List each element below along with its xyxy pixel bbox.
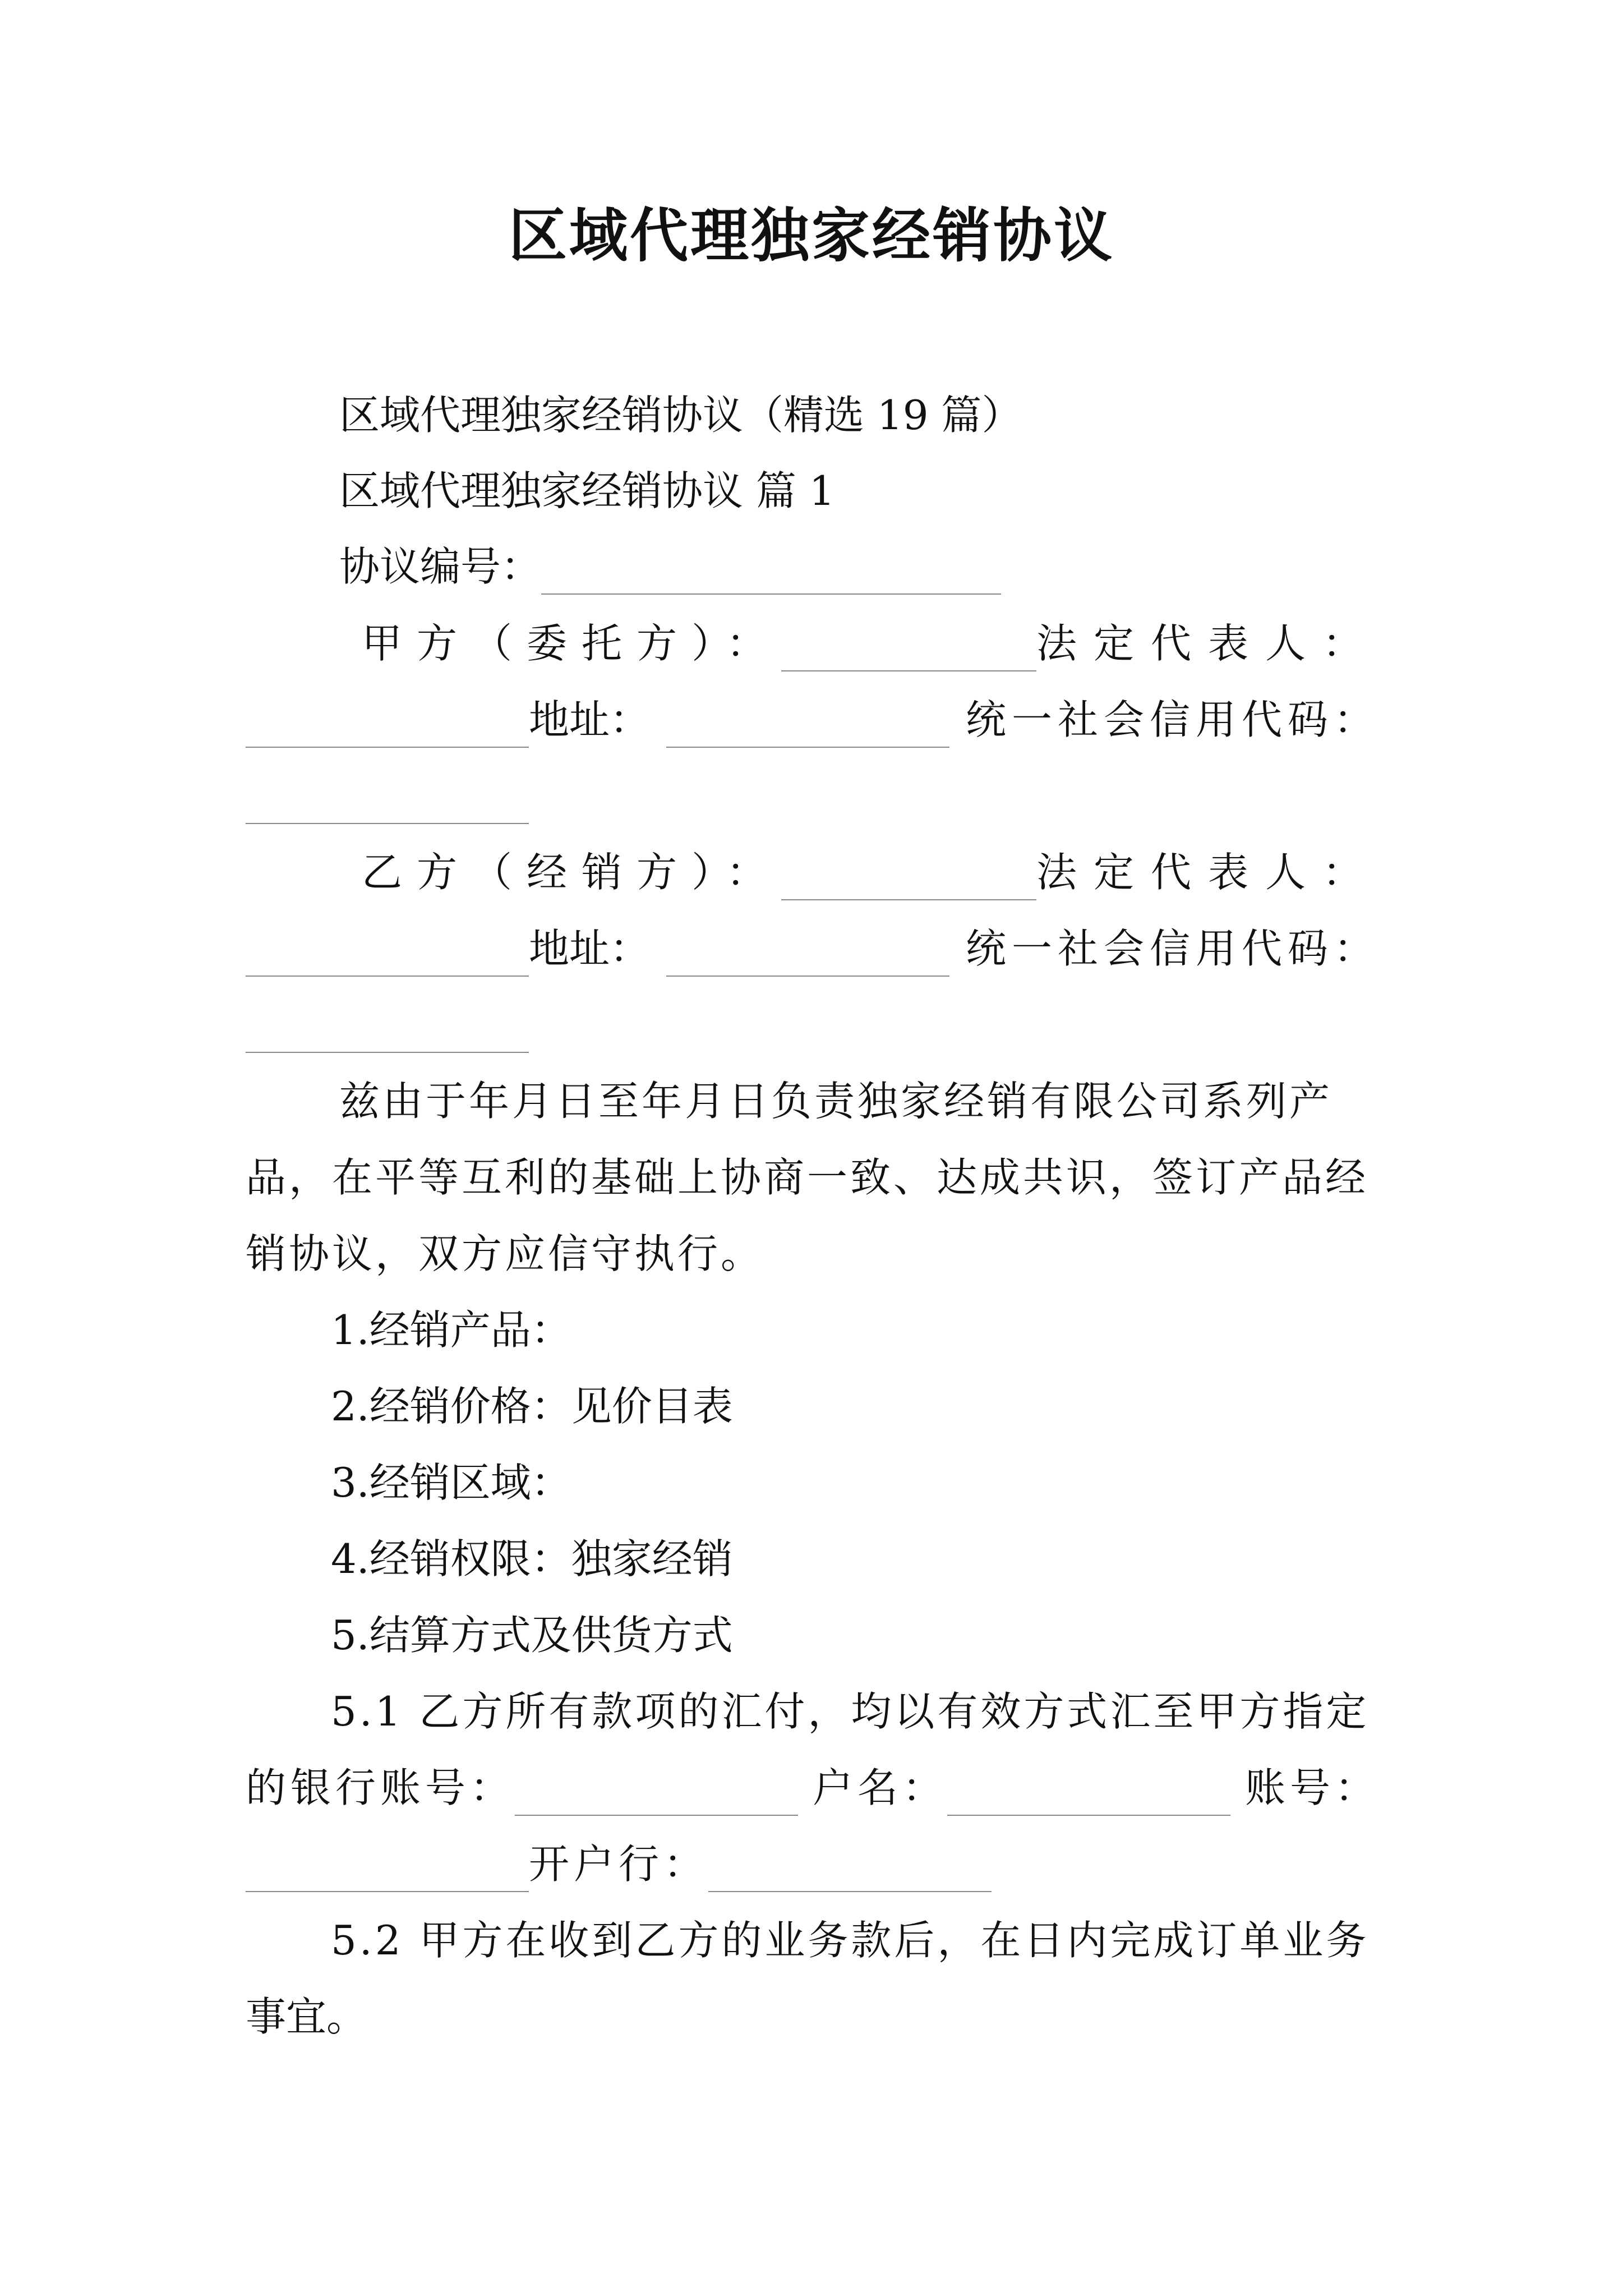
- party-b-credit-code-blank[interactable]: [246, 1008, 529, 1053]
- party-a-row-3: [246, 768, 529, 824]
- clause-4: 4.经销权限：独家经销: [331, 1535, 733, 1582]
- clause-5-1-line-1: 5.1 乙方所有款项的汇付，均以有效方式汇至甲方指定: [331, 1688, 1370, 1735]
- bank-branch-blank[interactable]: [708, 1847, 992, 1892]
- section-heading: 区域代理独家经销协议 篇 1: [339, 467, 835, 514]
- account-name-blank[interactable]: [947, 1771, 1230, 1816]
- party-b-label: 乙方（经销方）：: [362, 849, 782, 896]
- subtitle: 区域代理独家经销协议（精选 19 篇）: [339, 392, 1022, 439]
- party-a-row-2: [246, 692, 1380, 748]
- party-b-rep-blank[interactable]: [246, 932, 529, 977]
- agreement-number-blank[interactable]: [541, 550, 1001, 595]
- agreement-number-row: [339, 539, 1001, 595]
- document-title: 区域代理独家经销协议: [508, 201, 1114, 270]
- party-a-label: 甲方（委托方）：: [362, 620, 782, 667]
- bank-account-label: 的银行账号：: [246, 1764, 515, 1811]
- party-a-rep-blank[interactable]: [246, 703, 529, 748]
- party-b-credit-code-label: 统一社会信用代码：: [965, 925, 1380, 972]
- intro-line-2: 品，在平等互利的基础上协商一致、达成共识，签订产品经: [246, 1154, 1369, 1201]
- party-a-credit-code-label: 统一社会信用代码：: [965, 696, 1380, 743]
- party-b-address-label: 地址：: [529, 925, 651, 972]
- bank-branch-label: 开户行：: [529, 1841, 709, 1888]
- agreement-number-label: 协议编号：: [339, 543, 542, 590]
- clause-5-2-line-1: 5.2 甲方在收到乙方的业务款后，在日内完成订单业务: [331, 1917, 1370, 1964]
- clause-1: 1.经销产品：: [331, 1306, 571, 1354]
- party-b-row-2: [246, 921, 1380, 977]
- party-a-row-1: [362, 615, 1380, 671]
- bank-account-blank[interactable]: [515, 1771, 798, 1816]
- clause-5-1-bank-row: [246, 1760, 1380, 1816]
- account-number-blank[interactable]: [246, 1847, 529, 1892]
- party-a-credit-code-blank[interactable]: [246, 779, 529, 824]
- party-a-rep-label: 法定代表人：: [1036, 620, 1380, 667]
- clause-5-2-line-2: 事宜。: [246, 1993, 367, 2040]
- party-b-address-blank[interactable]: [666, 932, 949, 977]
- party-a-address-label: 地址：: [529, 696, 651, 743]
- party-a-name-blank[interactable]: [781, 627, 1036, 671]
- party-b-row-1: [362, 844, 1380, 900]
- party-b-rep-label: 法定代表人：: [1036, 849, 1380, 896]
- clause-2: 2.经销价格：见价目表: [331, 1383, 733, 1430]
- party-b-name-blank[interactable]: [781, 855, 1036, 900]
- clause-3: 3.经销区域：: [331, 1459, 571, 1506]
- party-b-row-3: [246, 997, 529, 1053]
- account-number-label: 账号：: [1244, 1764, 1380, 1811]
- party-a-address-blank[interactable]: [666, 703, 949, 748]
- clause-5: 5.结算方式及供货方式: [331, 1612, 733, 1659]
- intro-line-1: 兹由于年月日至年月日负责独家经销有限公司系列产: [339, 1078, 1333, 1125]
- clause-5-1-branch-row: [246, 1836, 992, 1892]
- intro-line-3: 销协议，双方应信守执行。: [246, 1230, 764, 1277]
- account-name-label: 户名：: [812, 1764, 947, 1811]
